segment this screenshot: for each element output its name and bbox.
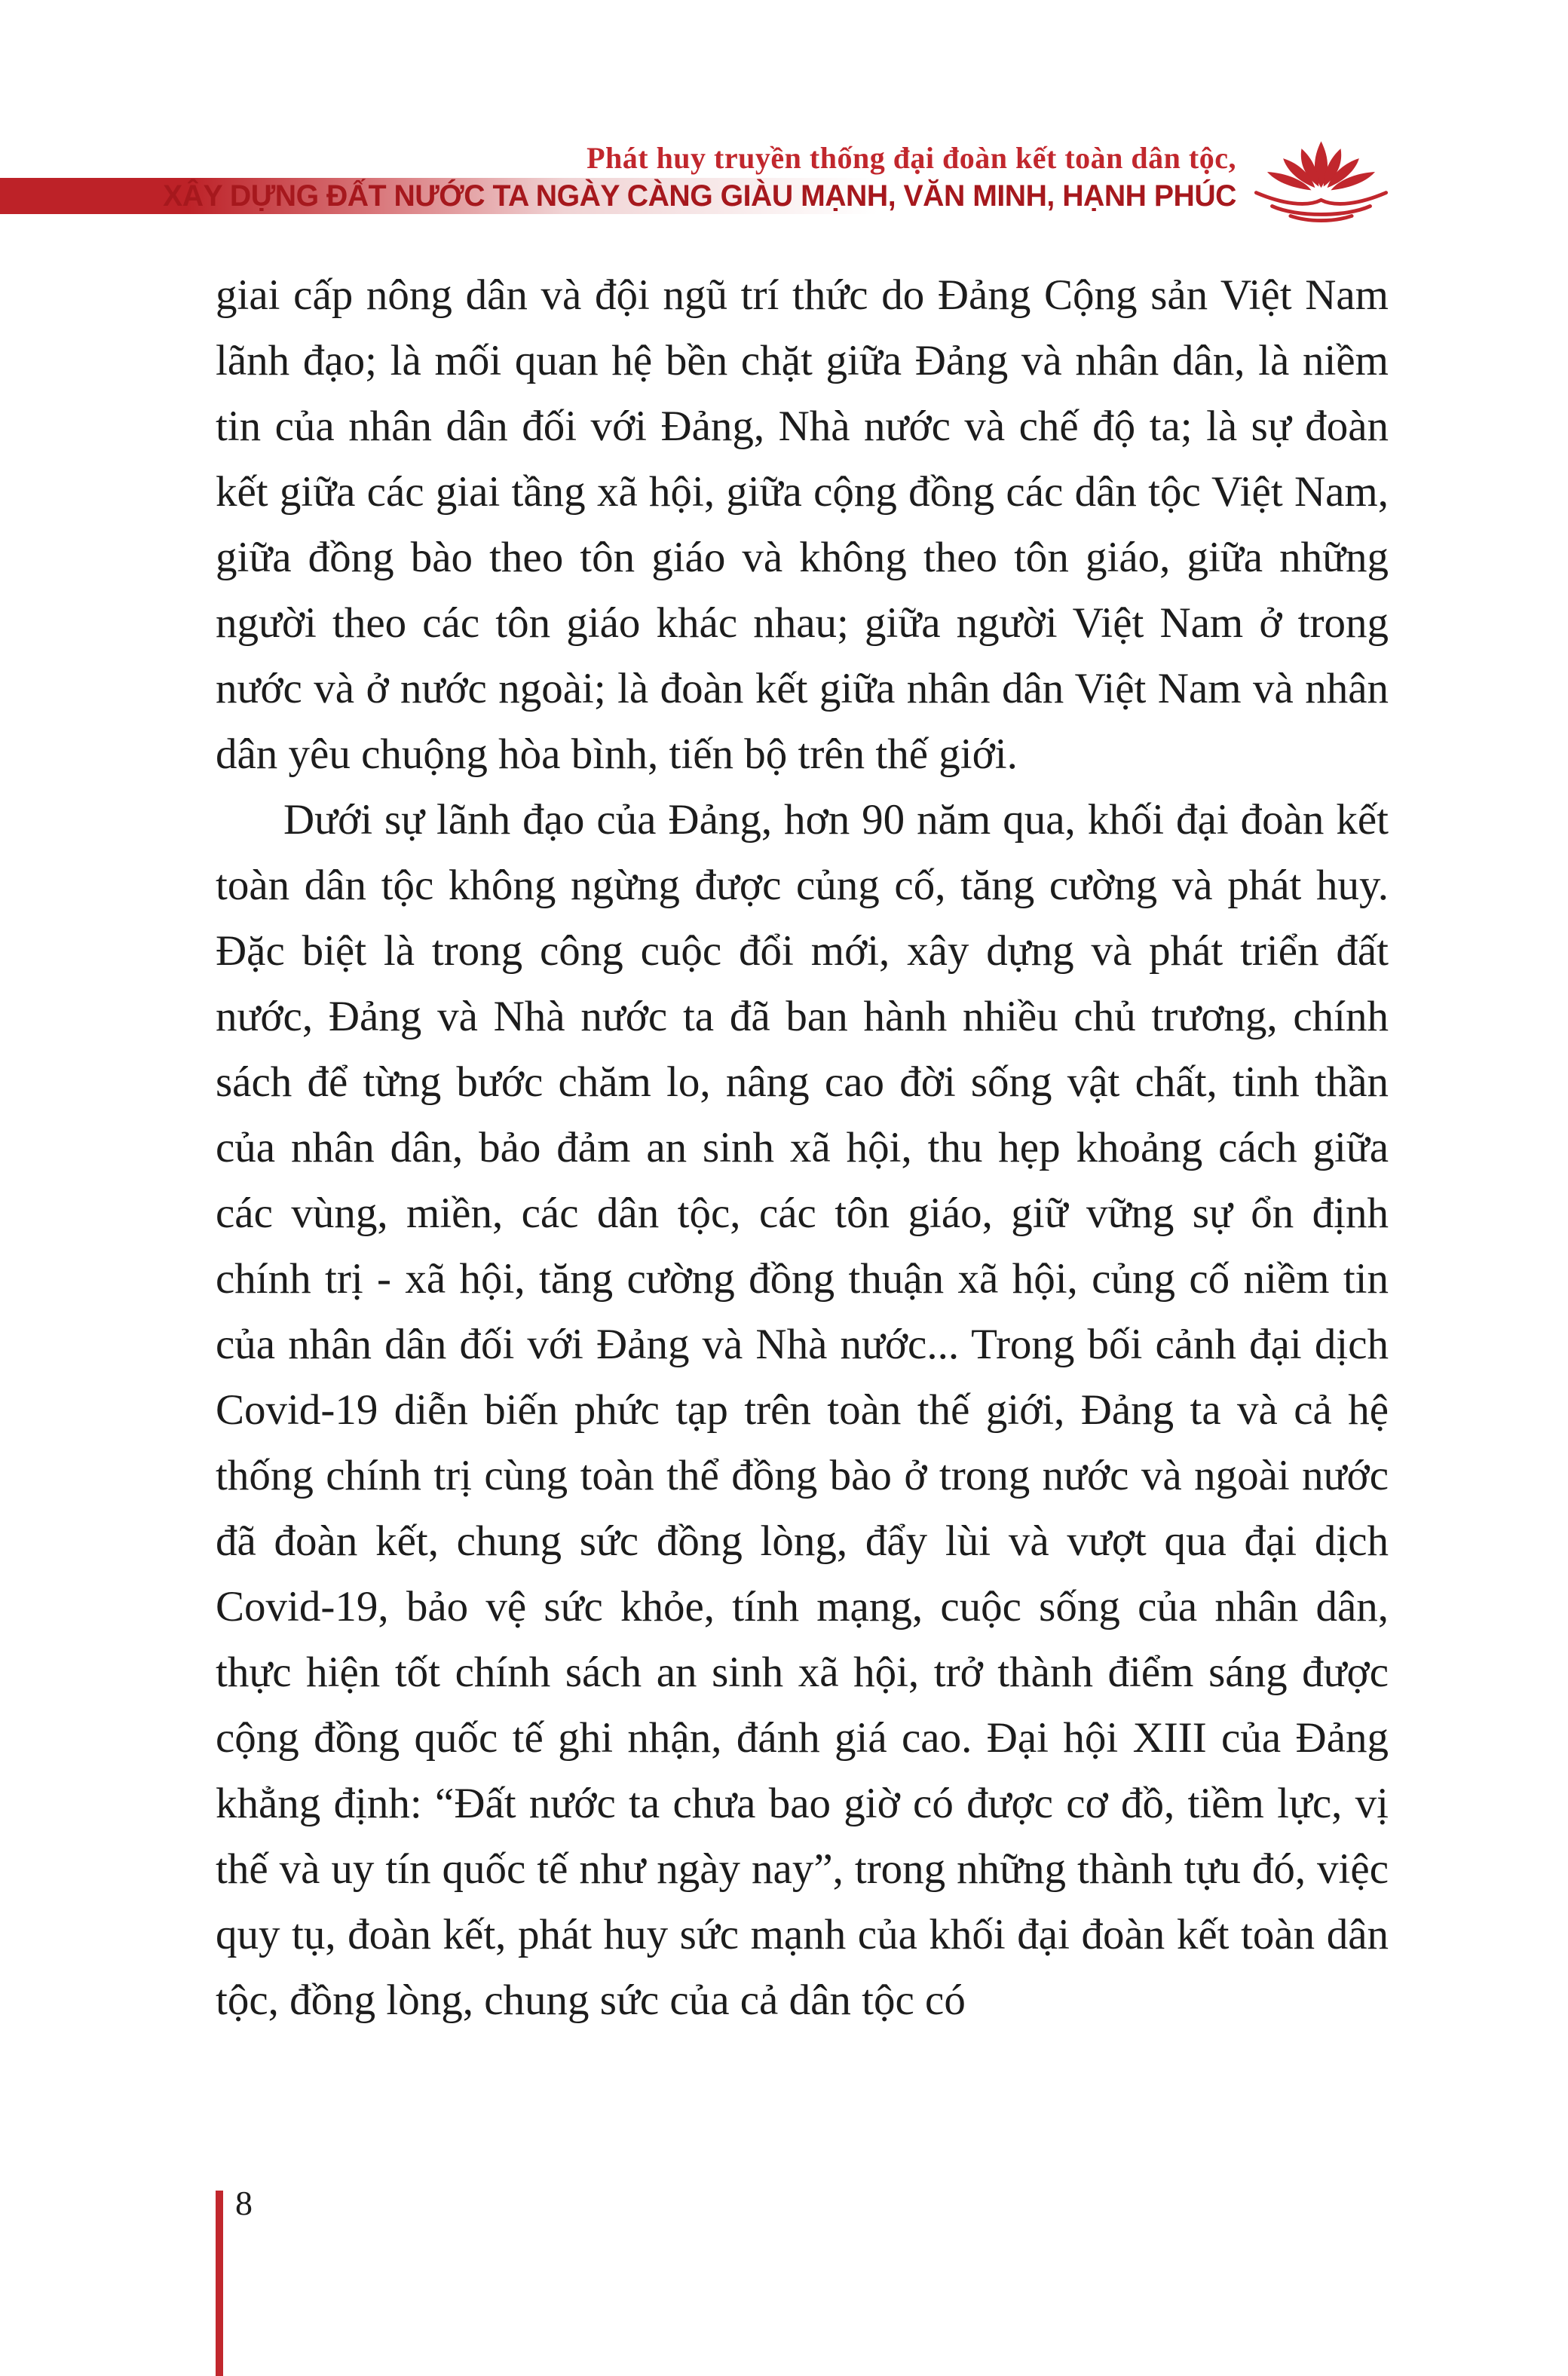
lotus-icon: [1248, 137, 1395, 226]
page-header: [0, 0, 1568, 249]
paragraph: giai cấp nông dân và đội ngũ trí thức do Đảng Cộng sản Việt Nam lãnh đạo; là mối quan hệ bền chặt giữa Đảng và nhân dân, là niềm tin của nhân dân đối với Đảng, Nhà nước và chế độ ta; là sự đoàn kết giữa các giai tầng xã hội, giữa cộng đồng các dân tộc Việt Nam, giữa đồng bào theo tôn giáo và không theo tôn giáo, giữa những người theo các tôn giáo khác nhau; giữa người Việt Nam ở trong nước và ở nước ngoài; là đoàn kết giữa nhân dân Việt Nam và nhân dân yêu chuộng hòa bình, tiến bộ trên thế giới.: [216, 271, 1389, 778]
page-number-rule: [216, 2191, 223, 2376]
paragraph: Dưới sự lãnh đạo của Đảng, hơn 90 năm qua, khối đại đoàn kết toàn dân tộc không ngừng được củng cố, tăng cường và phát huy. Đặc biệt là trong công cuộc đổi mới, xây dựng và phát triển đất nước, Đảng và Nhà nước ta đã ban hành nhiều chủ trương, chính sách để từng bước chăm lo, nâng cao đời sống vật chất, tinh thần của nhân dân, bảo đảm an sinh xã hội, thu hẹp khoảng cách giữa các vùng, miền, các dân tộc, các tôn giáo, giữ vững sự ổn định chính trị - xã hội, tăng cường đồng thuận xã hội, củng cố niềm tin của nhân dân đối với Đảng và Nhà nước... Trong bối cảnh đại dịch Covid-19 diễn biến phức tạp trên toàn thế giới, Đảng ta và cả hệ thống chính trị cùng toàn thể đồng bào ở trong nước và ngoài nước đã đoàn kết, chung sức đồng lòng, đẩy lùi và vượt qua đại dịch Covid-19, bảo vệ sức khỏe, tính mạng, cuộc sống của nhân dân, thực hiện tốt chính sách an sinh xã hội, trở thành điểm sáng được cộng đồng quốc tế ghi nhận, đánh giá cao. Đại hội XIII của Đảng khẳng định: “Đất nước ta chưa bao giờ có được cơ đồ, tiềm lực, vị thế và uy tín quốc tế như ngày nay”, trong những thành tựu đó, việc quy tụ, đoàn kết, phát huy sức mạnh của khối đại đoàn kết toàn dân tộc, đồng lòng, chung sức của cả dân tộc có: [216, 796, 1389, 2024]
page-body: [216, 262, 1389, 2033]
page-number: 8: [235, 2184, 253, 2222]
header-title: XÂY DỰNG ĐẤT NƯỚC TA NGÀY CÀNG GIÀU MẠNH, VĂN MINH, HẠNH PHÚC: [163, 179, 1237, 213]
header-subtitle: Phát huy truyền thống đại đoàn kết toàn dân tộc,: [586, 141, 1236, 175]
